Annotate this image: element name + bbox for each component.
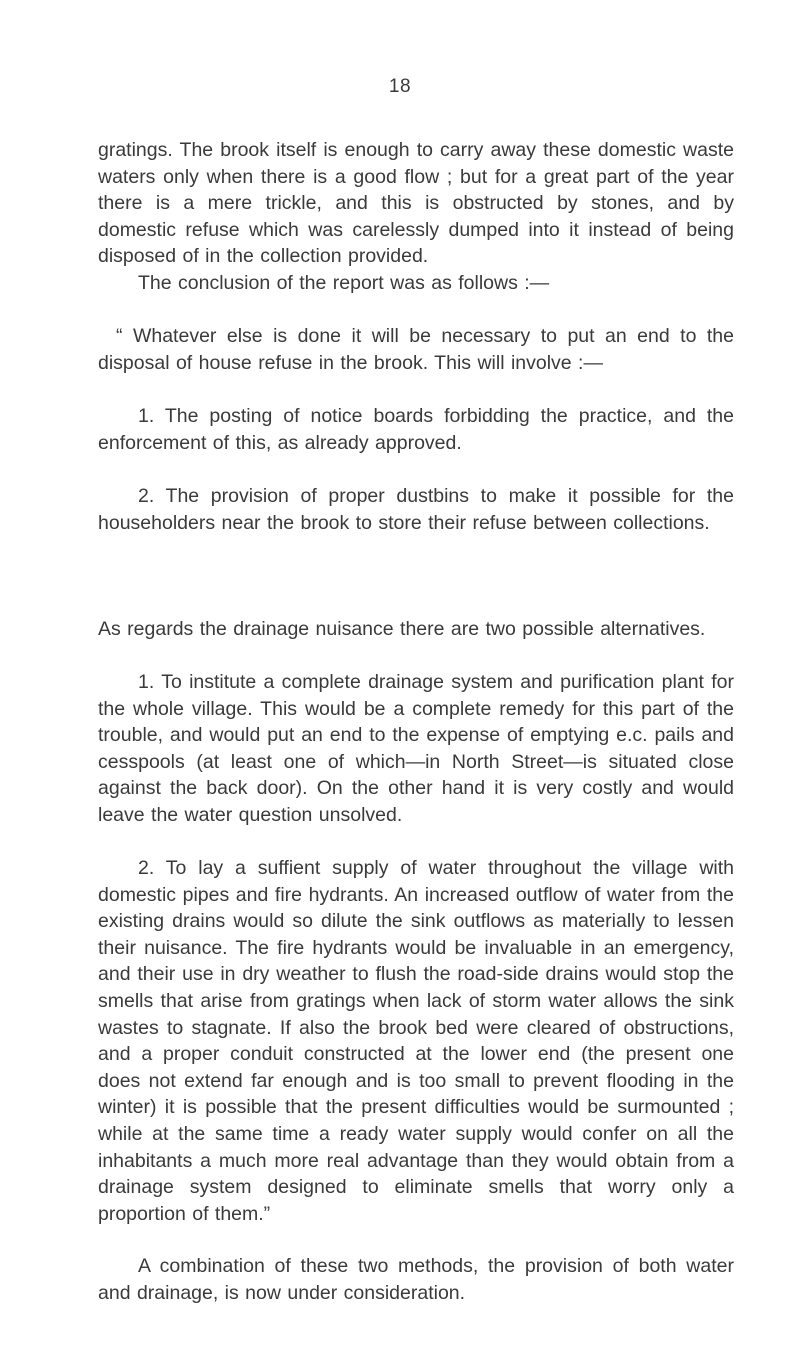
paragraph-combination: A combination of these two methods, the provision of both water and drainage, is now under consideration. [98, 1255, 734, 1304]
paragraph-item-1-notice-boards: 1. The posting of notice boards forbidding the practice, and the enforcement of this, as already approved. [98, 405, 734, 454]
paragraph-report-conclusion: The conclusion of the report was as follows :— [138, 272, 550, 294]
paragraph-drainage-alternatives: As regards the drainage nuisance there are two possible alternatives. [98, 618, 706, 640]
paragraph-quote-intro: “ Whatever else is done it will be necessary to put an end to the disposal of house refuse in the brook. This will involve :— [98, 325, 734, 374]
page-number: 18 [388, 76, 412, 97]
paragraph-alternative-1-drainage-system: 1. To institute a complete drainage system and purification plant for the whole village. This would be a complete remedy for this part of the trouble, and would put an end to the expense of emptying e.c. pails and cesspools (at least one of which—in North Street—is situated close against the back door). On the other hand it is very costly and would leave the water question unsolved. [98, 671, 734, 826]
paragraph-item-2-dustbins: 2. The provision of proper dustbins to make it possible for the householders near the brook to store their refuse between collections. [98, 485, 734, 534]
paragraph-alternative-2-water-supply: 2. To lay a suffient supply of water throughout the village with domestic pipes and fire hydrants. An increased outflow of water from the existing drains would so dilute the sink outflows as materially to lessen their nuisance. The fire hydrants would be invaluable in an emergency, and their use in dry weather to flush the road-side drains would stop the smells that arise from gratings when lack of storm water allows the sink wastes to stagnate. If also the brook bed were cleared of obstructions, and a proper conduit constructed at the lower end (the present one does not extend far enough and is too small to prevent flooding in the winter) it is possible that the present difficulties would be surmounted ; while at the same time a ready water supply would confer on all the inhabitants a much more real advantage than they would obtain from a drainage system designed to eliminate smells that worry only a proportion of them.” [98, 857, 734, 1225]
paragraph-gratings: gratings. The brook itself is enough to carry away these domestic waste waters only when there is a good flow ; but for a great part of the year there is a mere trickle, and this is obstructed by stones, and by domestic refuse which was carelessly dumped into it instead of being disposed of in the collection provided. [98, 139, 734, 268]
